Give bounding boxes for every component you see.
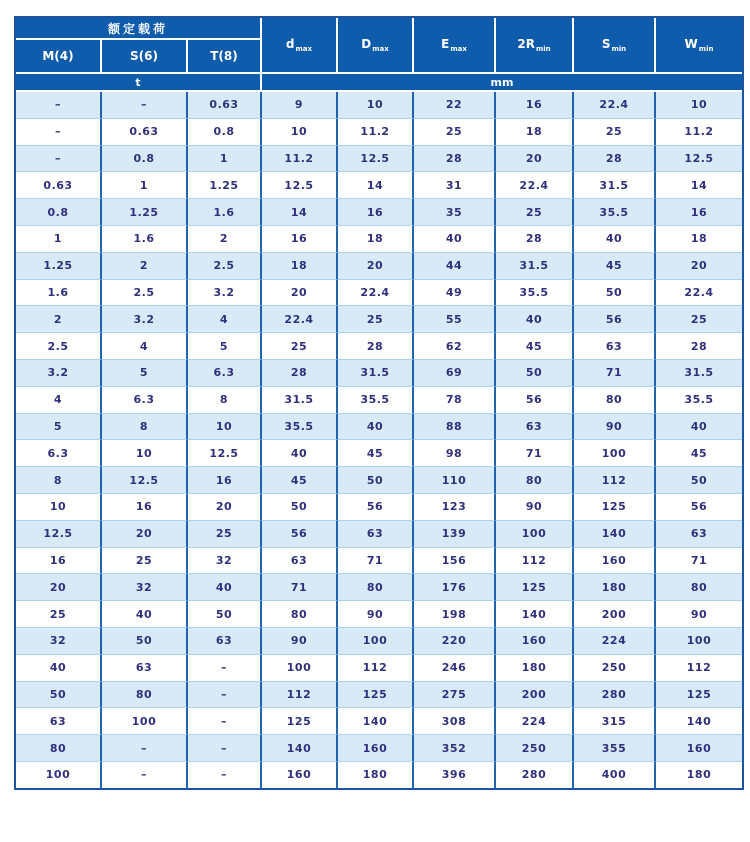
table-cell: 16 — [16, 548, 102, 575]
table-cell: 56 — [656, 494, 742, 521]
table-cell: 10 — [656, 92, 742, 119]
table-cell: 25 — [188, 521, 262, 548]
table-cell: 2 — [102, 253, 188, 280]
table-cell: 20 — [262, 280, 338, 307]
table-cell: 140 — [574, 521, 656, 548]
table-cell: 45 — [574, 253, 656, 280]
table-cell: 16 — [262, 226, 338, 253]
table-cell: 18 — [262, 253, 338, 280]
dim-sub: max — [450, 45, 467, 54]
table-cell: 31.5 — [656, 360, 742, 387]
table-cell: 63 — [188, 628, 262, 655]
table-cell: 20 — [656, 253, 742, 280]
table-cell: 16 — [496, 92, 574, 119]
table-row — [16, 306, 742, 333]
table-cell: 100 — [338, 628, 414, 655]
table-cell: 50 — [496, 360, 574, 387]
table-cell: 31.5 — [262, 387, 338, 414]
table-cell: 98 — [414, 440, 496, 467]
table-cell: 90 — [496, 494, 574, 521]
table-cell: 40 — [338, 414, 414, 441]
table-cell: 2.5 — [16, 333, 102, 360]
dim-base: W — [684, 36, 698, 51]
table-cell: 56 — [338, 494, 414, 521]
table-cell: 200 — [574, 601, 656, 628]
table-cell: 112 — [574, 467, 656, 494]
table-cell: 176 — [414, 574, 496, 601]
table-cell: 12.5 — [338, 146, 414, 173]
table-cell: 160 — [338, 735, 414, 762]
table-cell: 160 — [574, 548, 656, 575]
header-row-units — [16, 74, 742, 92]
table-cell: 78 — [414, 387, 496, 414]
dim-base: E — [441, 36, 450, 51]
table-cell: – — [188, 655, 262, 682]
table-cell: 140 — [262, 735, 338, 762]
column-header-2R-min — [496, 18, 574, 74]
table-cell: 20 — [102, 521, 188, 548]
table-row — [16, 655, 742, 682]
table-cell: 11.2 — [338, 119, 414, 146]
table-cell: 1.6 — [16, 280, 102, 307]
table-cell: 40 — [656, 414, 742, 441]
table-cell: 22.4 — [656, 280, 742, 307]
table-cell: 125 — [496, 574, 574, 601]
table-cell: 180 — [574, 574, 656, 601]
table-cell: 5 — [188, 333, 262, 360]
table-cell: 160 — [262, 762, 338, 788]
table-cell: 14 — [338, 172, 414, 199]
table-cell: 4 — [16, 387, 102, 414]
table-cell: 50 — [188, 601, 262, 628]
table-cell: 22.4 — [574, 92, 656, 119]
table-cell: 31.5 — [496, 253, 574, 280]
table-row — [16, 387, 742, 414]
table-cell: 160 — [496, 628, 574, 655]
table-cell: 180 — [338, 762, 414, 788]
table-cell: 69 — [414, 360, 496, 387]
table-cell: – — [102, 92, 188, 119]
column-header-M4: M(4) — [16, 40, 102, 74]
dim-sub: min — [611, 45, 627, 54]
table-cell: 28 — [496, 226, 574, 253]
dim-base: D — [361, 36, 372, 51]
table-cell: 28 — [414, 146, 496, 173]
dim-sub: max — [372, 45, 389, 54]
table-cell: 28 — [262, 360, 338, 387]
table-row — [16, 440, 742, 467]
table-cell: 12.5 — [16, 521, 102, 548]
table-cell: – — [16, 146, 102, 173]
table-cell: 125 — [574, 494, 656, 521]
table-cell: 12.5 — [188, 440, 262, 467]
table-cell: 50 — [16, 682, 102, 709]
table-row — [16, 601, 742, 628]
table-cell: 100 — [574, 440, 656, 467]
table-row — [16, 548, 742, 575]
table-cell: 80 — [262, 601, 338, 628]
rated-load-group-header: 额定载荷 — [16, 18, 262, 40]
table-cell: 63 — [574, 333, 656, 360]
table-cell: 16 — [188, 467, 262, 494]
table-cell: 25 — [16, 601, 102, 628]
table-cell: 63 — [102, 655, 188, 682]
table-row — [16, 682, 742, 709]
table-cell: 56 — [262, 521, 338, 548]
table-cell: 56 — [496, 387, 574, 414]
table-cell: 16 — [338, 199, 414, 226]
table-cell: 0.63 — [102, 119, 188, 146]
table-body — [16, 92, 742, 788]
table-cell: 112 — [262, 682, 338, 709]
table-cell: 396 — [414, 762, 496, 788]
table-cell: 71 — [338, 548, 414, 575]
table-cell: 1 — [188, 146, 262, 173]
table-cell: 250 — [496, 735, 574, 762]
table-row — [16, 253, 742, 280]
table-cell: – — [16, 119, 102, 146]
table-cell: 4 — [188, 306, 262, 333]
table-cell: 31.5 — [338, 360, 414, 387]
table-cell: 62 — [414, 333, 496, 360]
table-cell: 11.2 — [656, 119, 742, 146]
table-cell: 88 — [414, 414, 496, 441]
unit-label-mm: mm — [262, 74, 742, 92]
table-cell: 71 — [656, 548, 742, 575]
table-cell: 71 — [574, 360, 656, 387]
table-cell: 3.2 — [16, 360, 102, 387]
table-cell: 90 — [338, 601, 414, 628]
table-cell: 20 — [496, 146, 574, 173]
table-cell: 100 — [16, 762, 102, 788]
table-cell: 12.5 — [262, 172, 338, 199]
table-row — [16, 280, 742, 307]
table-cell: 31 — [414, 172, 496, 199]
table-cell: 250 — [574, 655, 656, 682]
table-cell: 160 — [656, 735, 742, 762]
table-cell: 246 — [414, 655, 496, 682]
table-cell: 63 — [656, 521, 742, 548]
table-cell: 40 — [188, 574, 262, 601]
table-cell: 80 — [16, 735, 102, 762]
table-cell: 50 — [102, 628, 188, 655]
table-cell: 22 — [414, 92, 496, 119]
table-cell: 80 — [338, 574, 414, 601]
table-cell: 45 — [338, 440, 414, 467]
table-cell: 112 — [496, 548, 574, 575]
table-cell: 3.2 — [188, 280, 262, 307]
table-cell: 112 — [338, 655, 414, 682]
table-cell: 18 — [338, 226, 414, 253]
column-header-D-max — [338, 18, 414, 74]
table-cell: 0.8 — [188, 119, 262, 146]
unit-label-tonnes: t — [16, 74, 262, 92]
table-cell: 224 — [574, 628, 656, 655]
table-cell: 140 — [496, 601, 574, 628]
table-cell: – — [188, 708, 262, 735]
dim-sub: min — [535, 45, 551, 54]
table-cell: 10 — [338, 92, 414, 119]
table-cell: 5 — [16, 414, 102, 441]
table-cell: 22.4 — [262, 306, 338, 333]
table-cell: 28 — [574, 146, 656, 173]
table-cell: 50 — [574, 280, 656, 307]
table-cell: 71 — [262, 574, 338, 601]
table-cell: 11.2 — [262, 146, 338, 173]
table-cell: 0.8 — [102, 146, 188, 173]
table-cell: 16 — [102, 494, 188, 521]
table-cell: 63 — [262, 548, 338, 575]
table-cell: 1.25 — [16, 253, 102, 280]
table-cell: 63 — [16, 708, 102, 735]
table-cell: 28 — [656, 333, 742, 360]
table-row — [16, 467, 742, 494]
table-row — [16, 360, 742, 387]
table-cell: 1.6 — [102, 226, 188, 253]
table-cell: 125 — [338, 682, 414, 709]
table-cell: 1.25 — [188, 172, 262, 199]
table-cell: 156 — [414, 548, 496, 575]
table-cell: 90 — [262, 628, 338, 655]
table-cell: 31.5 — [574, 172, 656, 199]
table-cell: 5 — [102, 360, 188, 387]
table-cell: 25 — [338, 306, 414, 333]
table-cell: 16 — [656, 199, 742, 226]
table-cell: 6.3 — [188, 360, 262, 387]
table-cell: 50 — [338, 467, 414, 494]
column-header-E-max — [414, 18, 496, 74]
table-cell: 110 — [414, 467, 496, 494]
dim-sub: max — [295, 45, 313, 54]
table-row — [16, 146, 742, 173]
table-cell: 123 — [414, 494, 496, 521]
table-cell: 20 — [16, 574, 102, 601]
table-row — [16, 414, 742, 441]
table-cell: 140 — [656, 708, 742, 735]
header-row-title — [16, 18, 742, 40]
table-cell: 100 — [262, 655, 338, 682]
table-cell: 25 — [574, 119, 656, 146]
table-cell: 40 — [262, 440, 338, 467]
table-cell: 14 — [656, 172, 742, 199]
table-cell: 355 — [574, 735, 656, 762]
table-cell: 112 — [656, 655, 742, 682]
table-cell: 100 — [102, 708, 188, 735]
table-cell: 14 — [262, 199, 338, 226]
table-cell: 35.5 — [574, 199, 656, 226]
table-cell: 3.2 — [102, 306, 188, 333]
table-cell: 400 — [574, 762, 656, 788]
table-cell: 140 — [338, 708, 414, 735]
table-cell: 22.4 — [496, 172, 574, 199]
table-cell: 139 — [414, 521, 496, 548]
table-cell: 12.5 — [656, 146, 742, 173]
table-cell: 71 — [496, 440, 574, 467]
table-cell: 280 — [496, 762, 574, 788]
table-cell: 180 — [656, 762, 742, 788]
table-cell: 10 — [102, 440, 188, 467]
table-cell: 63 — [338, 521, 414, 548]
spec-table — [14, 16, 744, 790]
table-cell: 45 — [496, 333, 574, 360]
table-cell: 4 — [102, 333, 188, 360]
dim-base: 2R — [517, 36, 535, 51]
table-cell: 100 — [656, 628, 742, 655]
spec-table-container — [14, 16, 741, 790]
table-row — [16, 574, 742, 601]
table-cell: 2 — [16, 306, 102, 333]
table-cell: 35.5 — [338, 387, 414, 414]
table-cell: 6.3 — [16, 440, 102, 467]
table-cell: 0.63 — [188, 92, 262, 119]
table-cell: 40 — [102, 601, 188, 628]
table-cell: 35 — [414, 199, 496, 226]
table-cell: – — [102, 735, 188, 762]
table-cell: 90 — [574, 414, 656, 441]
table-cell: 352 — [414, 735, 496, 762]
table-cell: 315 — [574, 708, 656, 735]
table-cell: 80 — [102, 682, 188, 709]
table-row — [16, 226, 742, 253]
column-header-S6: S(6) — [102, 40, 188, 74]
table-cell: 50 — [656, 467, 742, 494]
table-cell: 40 — [414, 226, 496, 253]
table-cell: 1 — [102, 172, 188, 199]
table-cell: 1.25 — [102, 199, 188, 226]
dim-base: d — [285, 36, 295, 51]
table-cell: 125 — [262, 708, 338, 735]
table-cell: 100 — [496, 521, 574, 548]
table-cell: – — [188, 682, 262, 709]
table-cell: 2 — [188, 226, 262, 253]
table-cell: 6.3 — [102, 387, 188, 414]
dim-base: S — [601, 36, 611, 51]
table-cell: 18 — [496, 119, 574, 146]
table-cell: 198 — [414, 601, 496, 628]
table-cell: 1.6 — [188, 199, 262, 226]
table-cell: 25 — [496, 199, 574, 226]
table-cell: 55 — [414, 306, 496, 333]
table-row — [16, 708, 742, 735]
table-cell: 28 — [338, 333, 414, 360]
table-cell: 2.5 — [188, 253, 262, 280]
table-cell: 12.5 — [102, 467, 188, 494]
table-cell: 220 — [414, 628, 496, 655]
table-cell: 32 — [188, 548, 262, 575]
table-cell: 224 — [496, 708, 574, 735]
table-cell: 2.5 — [102, 280, 188, 307]
table-cell: 44 — [414, 253, 496, 280]
table-cell: 56 — [574, 306, 656, 333]
table-row — [16, 333, 742, 360]
table-cell: 80 — [574, 387, 656, 414]
table-cell: 8 — [102, 414, 188, 441]
table-cell: 10 — [16, 494, 102, 521]
table-cell: 63 — [496, 414, 574, 441]
table-cell: – — [16, 92, 102, 119]
table-row — [16, 628, 742, 655]
table-cell: 8 — [16, 467, 102, 494]
table-cell: 32 — [16, 628, 102, 655]
table-cell: 10 — [262, 119, 338, 146]
table-cell: 45 — [262, 467, 338, 494]
table-cell: 25 — [414, 119, 496, 146]
table-cell: 20 — [338, 253, 414, 280]
dim-sub: min — [698, 45, 714, 54]
table-row — [16, 199, 742, 226]
table-row — [16, 735, 742, 762]
table-cell: 22.4 — [338, 280, 414, 307]
table-cell: 35.5 — [262, 414, 338, 441]
column-header-T8: T(8) — [188, 40, 262, 74]
table-cell: 25 — [262, 333, 338, 360]
table-cell: 308 — [414, 708, 496, 735]
table-cell: 49 — [414, 280, 496, 307]
table-cell: 18 — [656, 226, 742, 253]
table-cell: 40 — [16, 655, 102, 682]
table-cell: 40 — [496, 306, 574, 333]
table-cell: 125 — [656, 682, 742, 709]
table-cell: 45 — [656, 440, 742, 467]
table-cell: – — [102, 762, 188, 788]
table-row — [16, 92, 742, 119]
table-cell: 20 — [188, 494, 262, 521]
table-cell: 9 — [262, 92, 338, 119]
table-cell: 1 — [16, 226, 102, 253]
table-cell: 0.63 — [16, 172, 102, 199]
table-cell: 8 — [188, 387, 262, 414]
column-header-d-max — [262, 18, 338, 74]
table-cell: 50 — [262, 494, 338, 521]
table-cell: 10 — [188, 414, 262, 441]
table-row — [16, 119, 742, 146]
table-row — [16, 172, 742, 199]
table-cell: 275 — [414, 682, 496, 709]
table-cell: 0.8 — [16, 199, 102, 226]
table-row — [16, 521, 742, 548]
table-cell: 32 — [102, 574, 188, 601]
table-cell: – — [188, 762, 262, 788]
table-cell: 280 — [574, 682, 656, 709]
table-cell: 180 — [496, 655, 574, 682]
table-cell: 200 — [496, 682, 574, 709]
column-header-S-min — [574, 18, 656, 74]
table-row — [16, 494, 742, 521]
table-cell: 40 — [574, 226, 656, 253]
table-cell: 35.5 — [656, 387, 742, 414]
table-cell: 35.5 — [496, 280, 574, 307]
table-cell: – — [188, 735, 262, 762]
table-cell: 25 — [102, 548, 188, 575]
column-header-W-min — [656, 18, 742, 74]
table-cell: 80 — [496, 467, 574, 494]
table-cell: 80 — [656, 574, 742, 601]
table-row — [16, 762, 742, 788]
table-cell: 90 — [656, 601, 742, 628]
table-cell: 25 — [656, 306, 742, 333]
table-header — [16, 18, 742, 92]
